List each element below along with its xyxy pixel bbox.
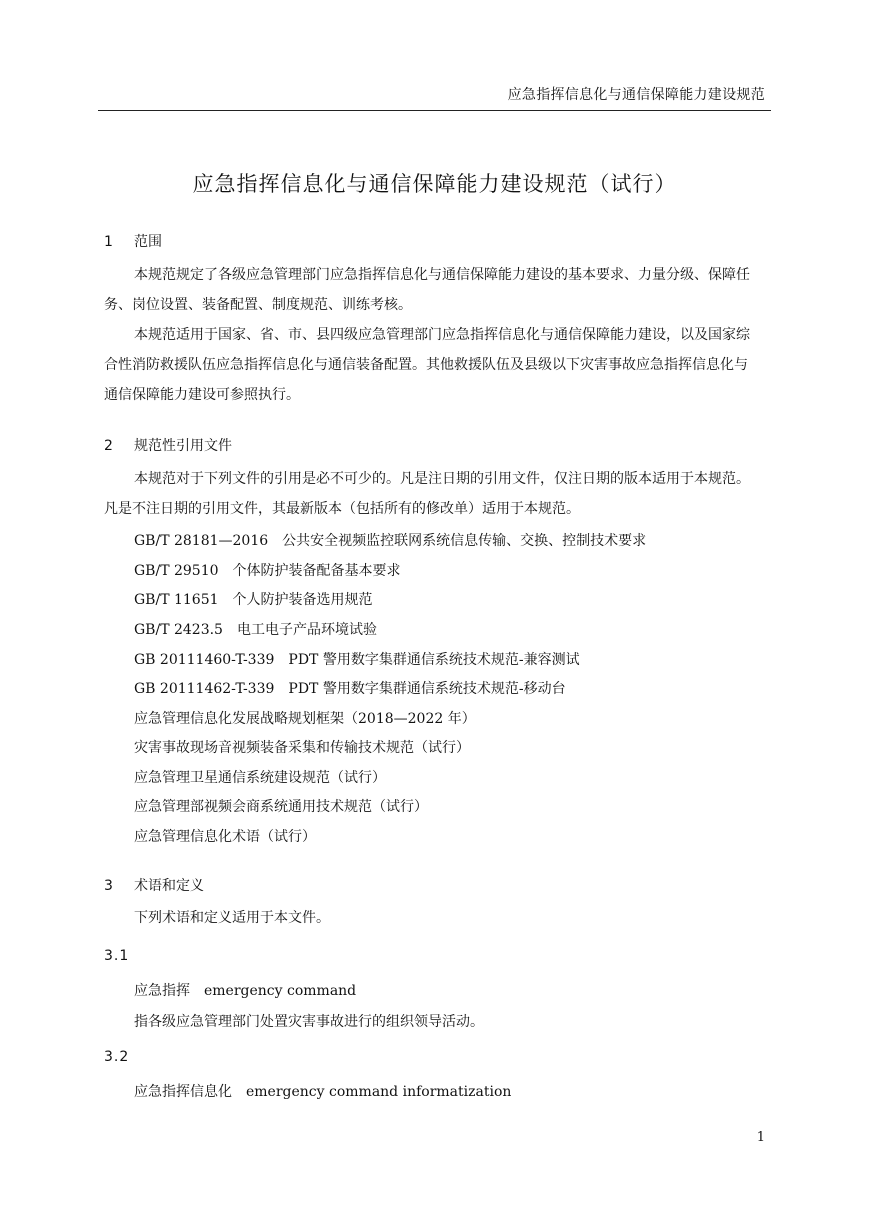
reference-item: GB 20111460-T-339 PDT 警用数字集群通信系统技术规范-兼容测试 xyxy=(134,652,580,668)
section-number: 3 xyxy=(104,878,113,894)
document-title: 应急指挥信息化与通信保障能力建设规范（试行） xyxy=(192,172,677,196)
paragraph: 本规范适用于国家、省、市、县四级应急管理部门应急指挥信息化与通信保障能力建设，以及国家综合性消防救援队伍应急指挥信息化与通信装备配置。其他救援队伍及县级以下灾害事故应急指挥信息化与通信保障能力建设可参照执行。 xyxy=(104,327,750,403)
reference-item: 应急管理信息化术语（试行） xyxy=(134,829,316,845)
paragraph: 本规范规定了各级应急管理部门应急指挥信息化与通信保障能力建设的基本要求、力量分级、保障任务、岗位设置、装备配置、制度规范、训练考核。 xyxy=(104,267,750,313)
section-heading-1 xyxy=(104,231,162,251)
reference-item: 应急管理信息化发展战略规划框架（2018—2022 年） xyxy=(134,711,476,727)
section-title: 规范性引用文件 xyxy=(134,438,232,454)
reference-item: GB/T 11651 个人防护装备选用规范 xyxy=(134,592,373,608)
term-definition: 指各级应急管理部门处置灾害事故进行的组织领导活动。 xyxy=(134,1014,484,1030)
section-intro: 下列术语和定义适用于本文件。 xyxy=(134,910,330,926)
section-number: 2 xyxy=(104,438,113,454)
reference-item: 应急管理卫星通信系统建设规范（试行） xyxy=(134,770,386,786)
reference-item: GB/T 29510 个体防护装备配备基本要求 xyxy=(134,563,401,579)
term-chinese: 应急指挥 xyxy=(134,983,190,999)
running-header: 应急指挥信息化与通信保障能力建设规范 xyxy=(507,87,765,103)
page-number: 1 xyxy=(756,1130,765,1145)
term-number: 3.2 xyxy=(104,1049,130,1065)
reference-item: GB/T 28181—2016 公共安全视频监控联网系统信息传输、交换、控制技术要求 xyxy=(134,533,647,549)
paragraph: 本规范对于下列文件的引用是必不可少的。凡是注日期的引用文件，仅注日期的版本适用于本规范。凡是不注日期的引用文件，其最新版本（包括所有的修改单）适用于本规范。 xyxy=(104,471,750,517)
section-number: 1 xyxy=(104,234,113,250)
header-rule xyxy=(98,110,771,111)
term-english: emergency command xyxy=(204,983,357,999)
term-entry xyxy=(134,980,356,1000)
reference-item: GB/T 2423.5 电工电子产品环境试验 xyxy=(134,622,377,638)
section-title: 术语和定义 xyxy=(134,878,204,894)
reference-item: 应急管理部视频会商系统通用技术规范（试行） xyxy=(134,799,428,815)
reference-item: 灾害事故现场音视频装备采集和传输技术规范（试行） xyxy=(134,740,470,756)
term-entry xyxy=(134,1081,511,1101)
term-english: emergency command informatization xyxy=(246,1084,512,1100)
section-title: 范围 xyxy=(134,234,162,250)
term-number: 3.1 xyxy=(104,948,130,964)
section-heading-3 xyxy=(104,875,204,895)
section-heading-2 xyxy=(104,435,232,455)
term-chinese: 应急指挥信息化 xyxy=(134,1084,232,1100)
reference-item: GB 20111462-T-339 PDT 警用数字集群通信系统技术规范-移动台 xyxy=(134,681,566,697)
